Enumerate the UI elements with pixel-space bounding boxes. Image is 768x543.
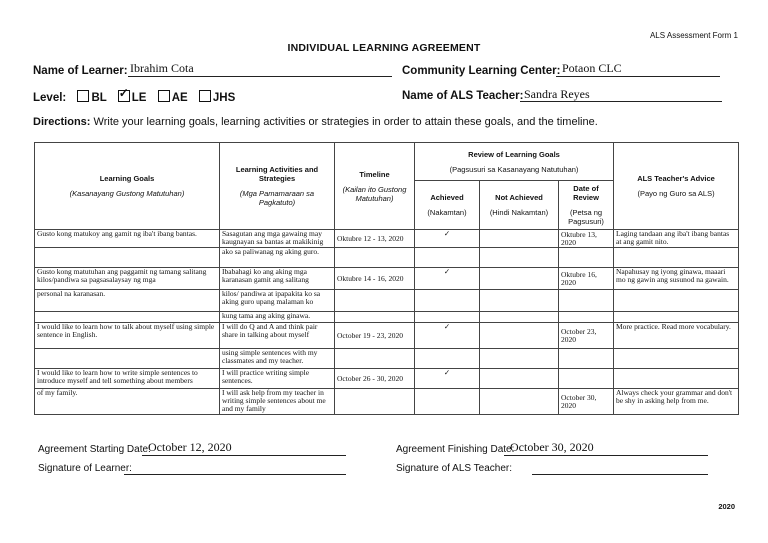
not-achieved-cell (480, 230, 559, 248)
achieved-cell (415, 290, 480, 312)
not-achieved-cell (480, 369, 559, 389)
date-cell (559, 369, 614, 389)
date-cell: Oktubre 13, 2020 (559, 230, 614, 248)
table-row (35, 312, 739, 323)
goal-cell: Gusto kong matutuhan ang paggamit ng tamang salitang kilos/pandiwa sa pagsasalaysay ng mga (35, 268, 220, 290)
check-icon: ✓ (118, 86, 129, 100)
header-timeline: Timeline (Kailan ito Gustong Matutuhan) (335, 143, 415, 230)
directions-text: Write your learning goals, learning activities or strategies in order to attain these goals, and the timeline. (90, 116, 598, 128)
learner-label: Name of Learner: (33, 65, 128, 77)
goal-cell (35, 248, 220, 268)
advice-cell (614, 349, 739, 369)
date-cell (559, 290, 614, 312)
activity-cell: Ibabahagi ko ang aking mga karanasan gamit ang salitang (220, 268, 335, 290)
table-row (35, 349, 739, 369)
timeline-cell (335, 349, 415, 369)
advice-cell: More practice. Read more vocabulary. (614, 323, 739, 349)
date-cell: Oktubre 16, 2020 (559, 268, 614, 290)
start-date-label: Agreement Starting Date: (38, 444, 151, 455)
activity-cell: ako sa paliwanag ng aking guro. (220, 248, 335, 268)
activity-cell: kilos/ pandiwa at ipapakita ko sa aking guro upang malaman ko (220, 290, 335, 312)
achieved-cell (415, 248, 480, 268)
footer-year: 2020 (718, 502, 735, 511)
advice-cell (614, 312, 739, 323)
header-activities: Learning Activities and Strategies (Mga Pamamaraan sa Pagkatuto) (220, 143, 335, 230)
activity-cell: using simple sentences with my classmates and my teacher. (220, 349, 335, 369)
achieved-cell: ✓ (415, 268, 480, 290)
timeline-cell: Oktubre 14 - 16, 2020 (335, 268, 415, 290)
table-row (35, 268, 739, 290)
table-row (35, 248, 739, 268)
date-cell (559, 312, 614, 323)
timeline-cell (335, 389, 415, 415)
advice-cell (614, 248, 739, 268)
center-value: Potaon CLC (562, 61, 622, 75)
table-row (35, 290, 739, 312)
goal-cell: Gusto kong matukoy ang gamit ng iba't ibang bantas. (35, 230, 220, 248)
level-le-label: LE (131, 92, 147, 104)
achieved-cell: ✓ (415, 323, 480, 349)
header-learning-goals: Learning Goals (Kasanayang Gustong Matutuhan) (35, 143, 220, 230)
table-row (35, 389, 739, 415)
table-row (35, 369, 739, 389)
teacher-value: Sandra Reyes (524, 87, 590, 101)
level-le-checkbox[interactable] (118, 86, 130, 102)
goal-cell: I would like to learn how to write simple sentences to introduce myself and tell something about members (35, 369, 220, 389)
achieved-cell (415, 389, 480, 415)
timeline-cell: Oktubre 12 - 13, 2020 (335, 230, 415, 248)
document-title: INDIVIDUAL LEARNING AGREEMENT (287, 42, 481, 54)
form-number: ALS Assessment Form 1 (649, 31, 738, 40)
level-jhs-checkbox[interactable] (199, 90, 211, 102)
advice-cell (614, 290, 739, 312)
center-line (556, 76, 720, 77)
finish-date-line (504, 455, 708, 456)
advice-cell: Napahusay ng iyong ginawa, maaari mo ng gawin ang susunod na gawain. (614, 268, 739, 290)
date-cell (559, 248, 614, 268)
achieved-cell (415, 349, 480, 369)
teacher-signature-line (532, 474, 708, 475)
finish-date-label: Agreement Finishing Date: (396, 444, 515, 455)
level-ae-label: AE (171, 92, 188, 104)
start-date-line (142, 455, 346, 456)
not-achieved-cell (480, 248, 559, 268)
table-row (35, 323, 739, 349)
level-label: Level: (33, 92, 67, 104)
timeline-cell: October 19 - 23, 2020 (335, 323, 415, 349)
activity-cell: Sasagutan ang mga gawaing may kaugnayan sa bantas at makikinig (220, 230, 335, 248)
advice-cell (614, 369, 739, 389)
teacher-signature-label: Signature of ALS Teacher: (396, 463, 513, 474)
timeline-cell (335, 312, 415, 323)
finish-date-value: October 30, 2020 (510, 440, 594, 454)
not-achieved-cell (480, 389, 559, 415)
date-cell: October 30, 2020 (559, 389, 614, 415)
learning-agreement-table (34, 142, 739, 415)
level-bl-checkbox[interactable] (77, 90, 89, 102)
goal-cell: I would like to learn how to talk about myself using simple sentence in English. (35, 323, 220, 349)
learner-name-value: Ibrahim Cota (130, 61, 194, 75)
activity-cell: kung tama ang aking ginawa. (220, 312, 335, 323)
learner-line (128, 76, 392, 77)
directions (33, 116, 598, 128)
activity-cell: I will practice writing simple sentences. (220, 369, 335, 389)
header-achieved: Achieved (Nakamtan) (415, 181, 480, 230)
timeline-cell (335, 290, 415, 312)
date-cell: October 23, 2020 (559, 323, 614, 349)
achieved-cell (415, 312, 480, 323)
level-row (33, 86, 236, 104)
header-review: Review of Learning Goals (Pagsusuri sa Kasanayang Natutuhan) (415, 143, 614, 181)
achieved-cell: ✓ (415, 369, 480, 389)
not-achieved-cell (480, 312, 559, 323)
date-cell (559, 349, 614, 369)
goal-cell (35, 312, 220, 323)
goal-cell: personal na karanasan. (35, 290, 220, 312)
header-advice: ALS Teacher's Advice (Payo ng Guro sa ALS) (614, 143, 739, 230)
activity-cell: I will do Q and A and think pair share in talking about myself (220, 323, 335, 349)
not-achieved-cell (480, 290, 559, 312)
level-bl-label: BL (91, 92, 107, 104)
advice-cell: Laging tandaan ang iba't ibang bantas at ang gamit nito. (614, 230, 739, 248)
center-label: Community Learning Center: (402, 65, 561, 77)
achieved-cell: ✓ (415, 230, 480, 248)
learner-signature-line (124, 474, 346, 475)
goal-cell: of my family. (35, 389, 220, 415)
activity-cell: I will ask help from my teacher in writing simple sentences about me and my family (220, 389, 335, 415)
header-date-review: Date of Review (Petsa ng Pagsusuri) (559, 181, 614, 230)
table-row (35, 230, 739, 248)
not-achieved-cell (480, 323, 559, 349)
start-date-value: October 12, 2020 (148, 440, 232, 454)
timeline-cell (335, 248, 415, 268)
goal-cell (35, 349, 220, 369)
level-ae-checkbox[interactable] (158, 90, 170, 102)
not-achieved-cell (480, 268, 559, 290)
advice-cell: Always check your grammar and don't be shy in asking help from me. (614, 389, 739, 415)
header-not-achieved: Not Achieved (Hindi Nakamtan) (480, 181, 559, 230)
level-jhs-label: JHS (212, 92, 236, 104)
timeline-cell: October 26 - 30, 2020 (335, 369, 415, 389)
teacher-label: Name of ALS Teacher: (402, 90, 524, 102)
directions-label: Directions: (33, 116, 91, 128)
learner-signature-label: Signature of Learner: (38, 463, 132, 474)
not-achieved-cell (480, 349, 559, 369)
